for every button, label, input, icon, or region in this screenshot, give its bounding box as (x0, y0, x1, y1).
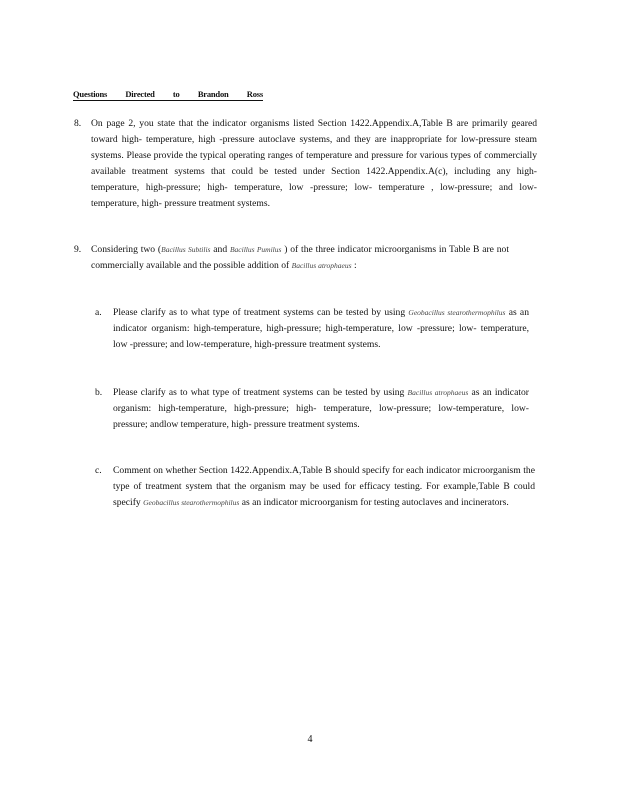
question-number: 9. (74, 244, 82, 255)
section-heading (73, 89, 263, 101)
question-text: On page 2, you state that the indicator organisms listed Section 1422.Appendix.A,Table B are primarily geared toward high- temperature, high -pressure autoclave systems, and they are inappropriate for low-pressure steam systems. Please provide the typical operating ranges of temperature and pressure for various types of commercially available treatment systems that could be tested under Section 1422.Appendix.A(c), including any high-temperature, high-pressure; high- temperature, low -pressure; low- temperature , low-pressure; and low-temperature, high- pressure treatment systems. (91, 118, 537, 209)
sub-question-label: a. (95, 307, 102, 318)
sub-question-label: b. (95, 387, 103, 398)
sub-question-b (95, 385, 529, 433)
heading-word: Directed (125, 89, 155, 99)
text-run: as an indicator microorganism for testing autoclaves and incinerators. (239, 497, 509, 508)
text-run: ) of the three indicator microorganisms in Table B are not commercially available and the possible addition of (91, 244, 509, 271)
heading-word: Brandon (197, 89, 229, 99)
species-name: Bacillus Pumilus (229, 245, 282, 254)
text-run: as an indicator organism: high-temperature, high-pressure; high- temperature, low-pressure; low-temperature, low-pressure; andlow temperature, high- pressure treatment systems. (113, 387, 529, 430)
heading-word: to (172, 89, 180, 99)
page-number: 4 (307, 734, 313, 745)
sub-question-label: c. (95, 465, 102, 476)
species-name: Geobacillus stearothermophilus (408, 308, 506, 317)
heading-word: Ross (246, 89, 263, 99)
question-8 (74, 116, 537, 212)
sub-question-c (95, 463, 535, 511)
text-run: : (351, 260, 357, 271)
text-run: Comment on whether Section 1422.Appendix.A,Table B should specify for each indicator microorganism the type of treatment system that the organism may be used for efficacy testing. For example,Table B could specify (113, 465, 535, 508)
text-run: as an indicator organism: high-temperature, high-pressure; high-temperature, low -pressure; low- temperature, low -pressure; and low-temperature, high-pressure treatment systems. (113, 307, 529, 350)
species-name: Bacillus atrophaeus (407, 388, 469, 397)
question-number: 8. (74, 118, 82, 129)
species-name: Bacillus atrophaeus (291, 261, 352, 270)
text-run: and (210, 244, 230, 255)
species-name: Bacillus Subtilis (161, 245, 211, 254)
text-run: Please clarify as to what type of treatment systems can be tested by using (113, 387, 408, 398)
species-name: Geobacillus stearothermophilus (143, 498, 240, 507)
sub-question-a (95, 305, 529, 353)
question-9 (74, 242, 509, 274)
text-run: Please clarify as to what type of treatment systems can be tested by using (113, 307, 409, 318)
heading-word: Questions (73, 89, 108, 99)
text-run: Considering two ( (91, 244, 162, 255)
